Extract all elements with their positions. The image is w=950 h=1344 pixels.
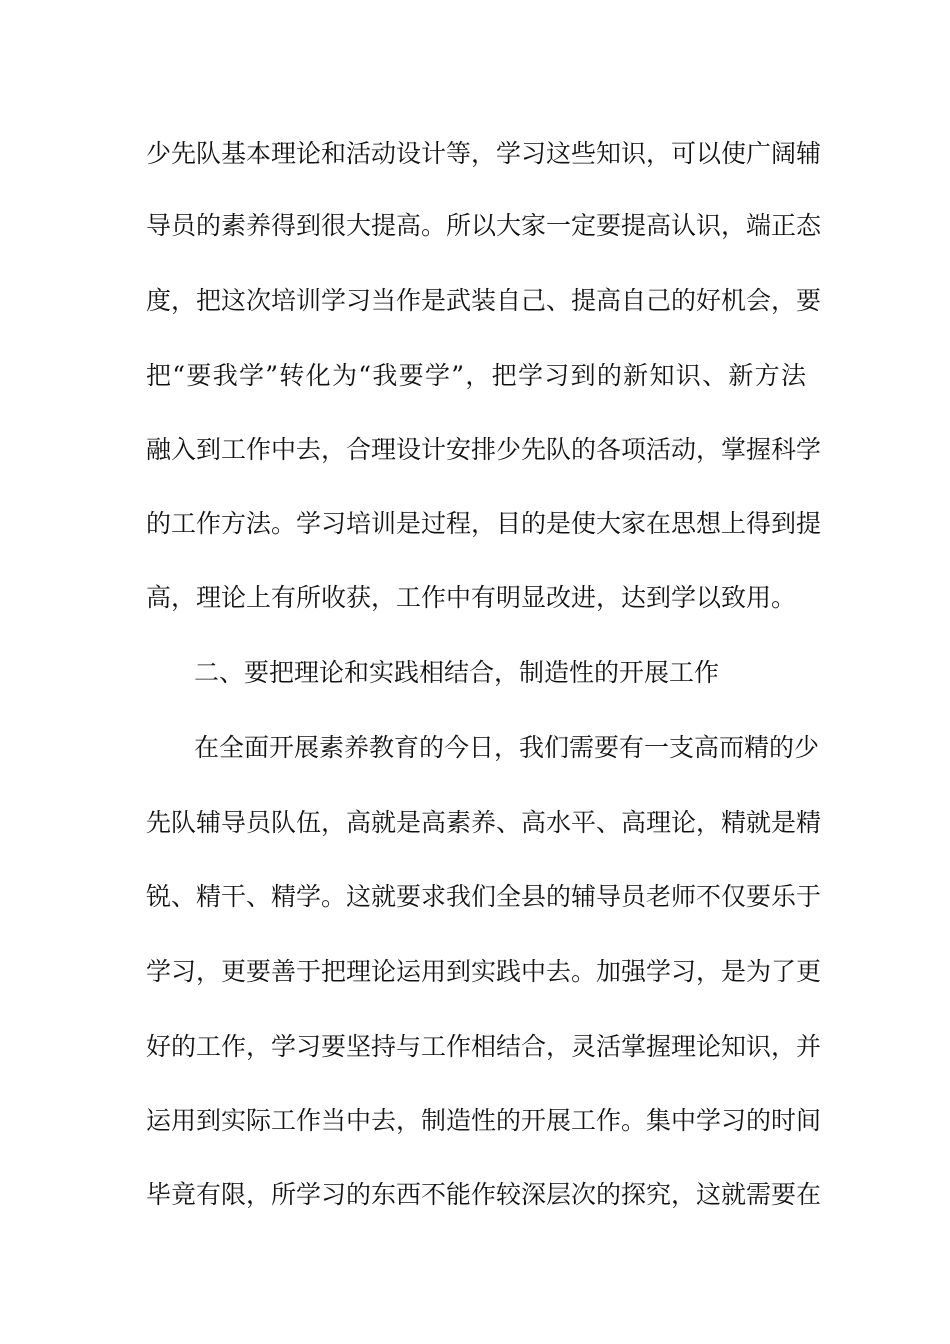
paragraph-line: 的工作方法。学习培训是过程，目的是使大家在思想上得到提 <box>146 509 822 538</box>
paragraph-line: 锐、精干、精学。这就要求我们全县的辅导员老师不仅要乐于 <box>146 882 822 911</box>
paragraph-line: 毕竟有限，所学习的东西不能作较深层次的探究，这就需要在 <box>146 1180 822 1209</box>
paragraph-line: 度，把这次培训学习当作是武装自己、提高自己的好机会，要 <box>146 286 822 315</box>
paragraph-line: 先队辅导员队伍，高就是高素养、高水平、高理论，精就是精 <box>146 808 822 837</box>
paragraph-line: 导员的素养得到很大提高。所以大家一定要提高认识，端正态 <box>146 211 822 240</box>
paragraph-line: 高，理论上有所收获，工作中有明显改进，达到学以致用。 <box>146 583 797 612</box>
paragraph-line: 少先队基本理论和活动设计等，学习这些知识，可以使广阔辅 <box>146 139 822 168</box>
section-heading: 二、要把理论和实践相结合，制造性的开展工作 <box>194 658 720 687</box>
paragraph-line: 运用到实际工作当中去，制造性的开展工作。集中学习的时间 <box>146 1106 822 1135</box>
paragraph-line: 好的工作，学习要坚持与工作相结合，灵活掌握理论知识，并 <box>146 1032 822 1061</box>
paragraph-line: 把“要我学”转化为“我要学”，把学习到的新知识、新方法 <box>146 361 806 390</box>
paragraph-line: 融入到工作中去，合理设计安排少先队的各项活动，掌握科学 <box>146 435 822 464</box>
paragraph-line: 在全面开展素养教育的今日，我们需要有一支高而精的少 <box>194 733 820 762</box>
paragraph-line: 学习，更要善于把理论运用到实践中去。加强学习，是为了更 <box>146 957 822 986</box>
